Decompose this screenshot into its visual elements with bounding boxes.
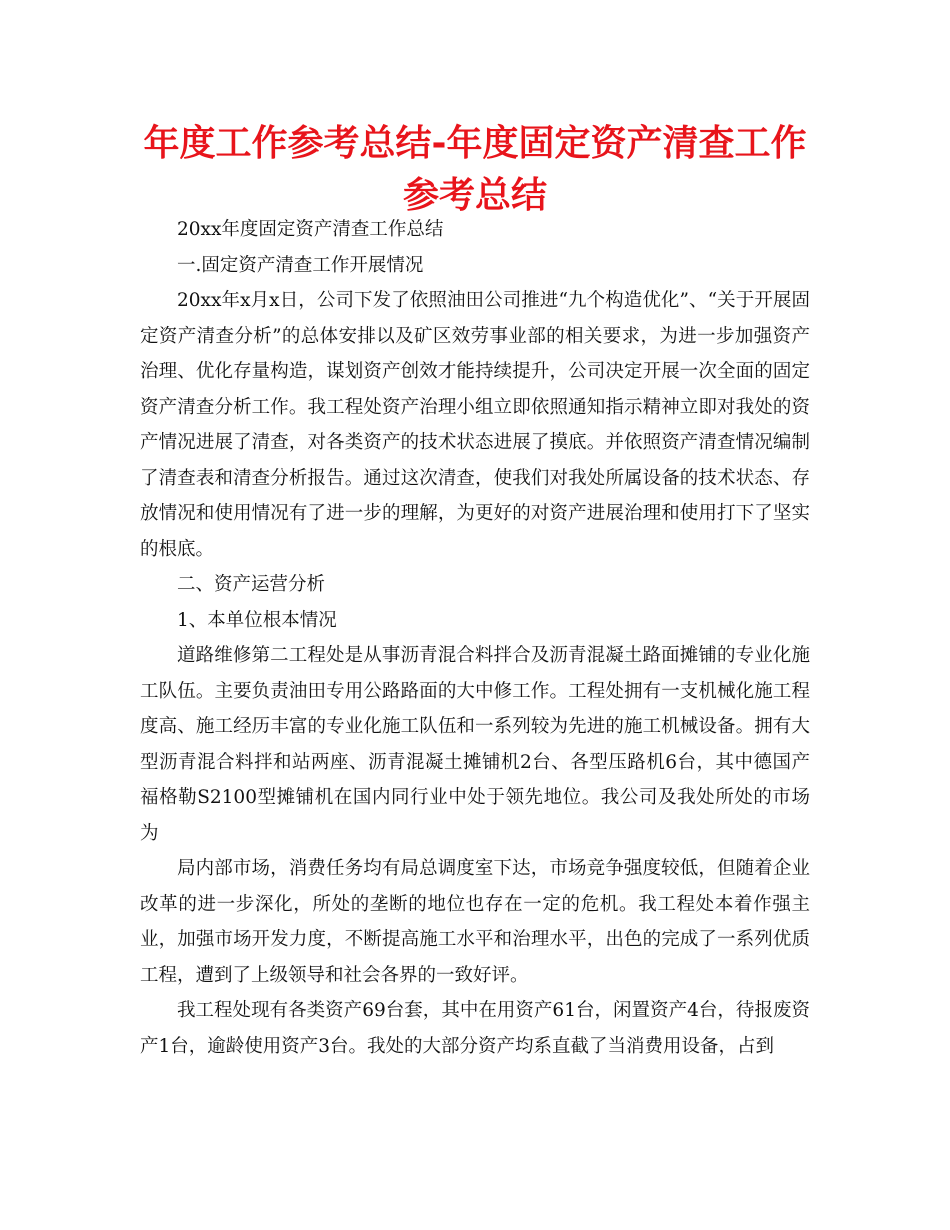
body-paragraph: 20xx年x月x日，公司下发了依照油田公司推进“九个构造优化”、“关于开展固定资产清查分析”的总体安排以及矿区效劳事业部的相关要求，为进一步加强资产治理、优化存量构造，谋划资产创效才能持续提升，公司决定开展一次全面的固定资产清查分析工作。我工程处资产治理小组立即依照通知指示精神立即对我处的资产情况进展了清查，对各类资产的技术状态进展了摸底。并依照资产清查情况编制了清查表和清查分析报告。通过这次清查，使我们对我处所属设备的技术状态、存放情况和使用情况有了进一步的理解，为更好的对资产进展治理和使用打下了坚实的根底。 [140, 290, 810, 560]
document-title: 年度工作参考总结-年度固定资产清查工作参考总结 [143, 123, 807, 216]
section-heading-1: 一.固定资产清查工作开展情况 [177, 254, 424, 276]
body-paragraph: 局内部市场，消费任务均有局总调度室下达，市场竞争强度较低，但随着企业改革的进一步深化，所处的垄断的地位也存在一定的危机。我工程处本着作强主业，加强市场开发力度，不断提高施工水平和治理水平，出色的完成了一系列优质工程，遭到了上级领导和社会各界的一致好评。 [140, 858, 810, 986]
body-paragraph: 道路维修第二工程处是从事沥青混合料拌合及沥青混凝土路面摊铺的专业化施工队伍。主要负责油田专用公路路面的大中修工作。工程处拥有一支机械化施工程度高、施工经历丰富的专业化施工队伍和一系列较为先进的施工机械设备。拥有大型沥青混合料拌和站两座、沥青混凝土摊铺机2台、各型压路机6台，其中德国产福格勒S2100型摊铺机在国内同行业中处于领先地位。我公司及我处所处的市场为 [140, 645, 810, 844]
section-heading-2: 二、资产运营分析 [177, 574, 326, 595]
document-body [140, 212, 810, 1064]
subsection-heading-1: 1、本单位根本情况 [177, 609, 337, 631]
body-paragraph: 我工程处现有各类资产69台套，其中在用资产61台，闲置资产4台，待报废资产1台，逾龄使用资产3台。我处的大部分资产均系直截了当消费用设备，占到 [140, 1000, 810, 1057]
heading-year-summary: 20xx年度固定资产清查工作总结 [177, 219, 444, 240]
